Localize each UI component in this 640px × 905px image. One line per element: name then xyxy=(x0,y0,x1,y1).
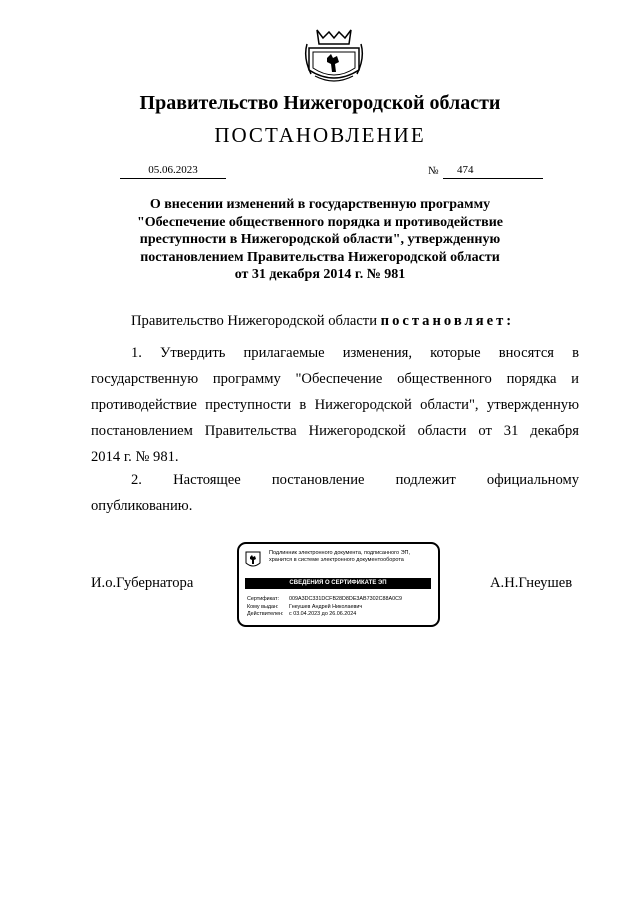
subject-line: "Обеспечение общественного порядка и противодействие xyxy=(136,214,504,230)
stamp-header xyxy=(269,550,434,564)
number-label: № xyxy=(428,165,439,177)
paragraph-1-line: 1. Утвердить прилагаемые изменения, которые вносятся в xyxy=(131,345,579,361)
paragraph-2 xyxy=(91,467,579,519)
subject-line: от 31 декабря 2014 г. № 981 xyxy=(234,267,406,282)
government-title: Правительство Нижегородской области xyxy=(139,92,501,114)
intro-emphasis: постановляет: xyxy=(380,313,515,329)
stamp-issued-value: Гнеушев Андрей Николаевич xyxy=(289,603,363,610)
paragraph-1-line: постановлением Правительства Нижегородской области от 31 декабря xyxy=(91,423,579,439)
stamp-valid-label: Действителен: xyxy=(247,611,284,617)
intro-prefix: Правительство Нижегородской области xyxy=(131,313,381,329)
stamp-info xyxy=(247,596,433,619)
stamp-cert-row xyxy=(247,596,433,604)
stamp-header-line: Подлинник электронного документа, подписанного ЭП, xyxy=(269,550,411,556)
stamp-valid-value: с 03.04.2023 до 26.06.2024 xyxy=(289,611,357,617)
region-emblem-icon xyxy=(245,551,261,569)
signatory-position: И.о.Губернатора xyxy=(91,575,194,591)
stamp-title-bar: СВЕДЕНИЯ О СЕРТИФИКАТЕ ЭП xyxy=(245,578,431,589)
coat-of-arms-icon xyxy=(303,24,365,86)
paragraph-1-line: государственную программу "Обеспечение общественного порядка и xyxy=(91,371,579,387)
stamp-issued-row xyxy=(247,604,433,612)
stamp-issued-label: Кому выдан: xyxy=(247,603,279,610)
paragraph-2-line: опубликованию. xyxy=(91,498,193,514)
paragraph-2-line: 2. Настоящее постановление подлежит официальному xyxy=(131,472,579,488)
paragraph-1 xyxy=(91,340,579,470)
subject-line: постановлением Правительства Нижегородской области xyxy=(140,249,500,265)
document-type: ПОСТАНОВЛЕНИЕ xyxy=(214,123,426,147)
subject-line: преступности в Нижегородской области", утвержденную xyxy=(139,232,501,247)
document-number xyxy=(443,164,543,179)
stamp-cert-value: 009A3DC331DCFB28D8DE3AB7302C88A0C9 xyxy=(289,596,402,602)
signatory-name: А.Н.Гнеушев xyxy=(490,575,573,591)
stamp-valid-row xyxy=(247,611,433,619)
stamp-cert-label: Сертификат: xyxy=(247,596,280,602)
paragraph-1-line: противодействие преступности в Нижегородской области", утвержденную xyxy=(91,397,579,413)
electronic-signature-stamp xyxy=(237,542,440,627)
paragraph-1-line: 2014 г. № 981. xyxy=(91,449,179,465)
intro-paragraph xyxy=(131,313,514,330)
document-number-value: 474 xyxy=(457,164,474,176)
document-date: 05.06.2023 xyxy=(120,164,226,179)
subject-line: О внесении изменений в государственную программу xyxy=(149,197,491,212)
document-subject xyxy=(110,196,530,284)
stamp-header-line: хранится в системе электронного документооборота xyxy=(269,557,404,563)
